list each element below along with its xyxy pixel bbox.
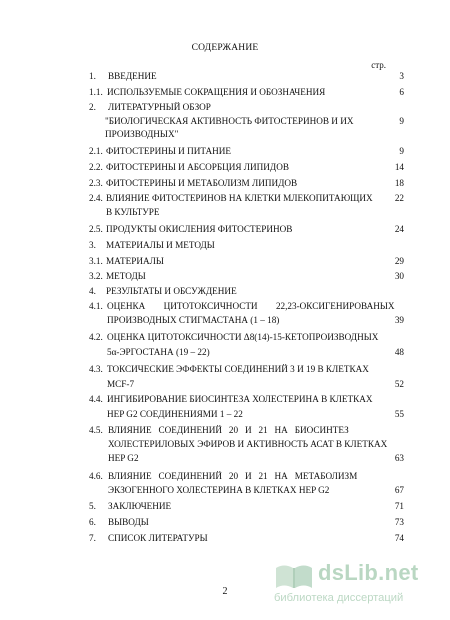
toc-entry-number: 4.6.	[89, 471, 103, 481]
toc-entry-text-continued: ПРОИЗВОДНЫХ"	[105, 129, 179, 139]
toc-entry-number: 2.3.	[89, 178, 103, 188]
toc-entry-page: 48	[394, 347, 404, 357]
toc-entry-text: ИНГИБИРОВАНИЕ БИОСИНТЕЗА ХОЛЕСТЕРИНА В КЛЕТКАХ	[107, 394, 373, 404]
toc-entry-text: ВЛИЯНИЕ ФИТОСТЕРИНОВ НА КЛЕТКИ МЛЕКОПИТАЮЩИХ	[106, 193, 373, 203]
toc-entry-text-continued: ПРОИЗВОДНЫХ СТИГМАСТАНА (1 – 18)	[107, 315, 280, 325]
toc-entry-text: ПРОДУКТЫ ОКИСЛЕНИЯ ФИТОСТЕРИНОВ	[106, 224, 293, 234]
toc-entry-text: СПИСОК ЛИТЕРАТУРЫ	[108, 533, 208, 543]
watermark-subtitle: библиотека диссертаций	[274, 592, 404, 604]
toc-entry-text: ФИТОСТЕРИНЫ И МЕТАБОЛИЗМ ЛИПИДОВ	[106, 178, 298, 188]
toc-entry-text: РЕЗУЛЬТАТЫ И ОБСУЖДЕНИЕ	[106, 286, 237, 296]
toc-entry-page: 22	[394, 193, 404, 203]
toc-entry-number: 2.	[89, 102, 96, 112]
toc-entry-number: 4.	[89, 286, 96, 296]
watermark	[272, 562, 442, 612]
toc-entry-text: "БИОЛОГИЧЕСКАЯ АКТИВНОСТЬ ФИТОСТЕРИНОВ И ИХ	[105, 116, 354, 126]
toc-entry-text: ОЦЕНКА ЦИТОТОКСИЧНОСТИ 22,23-ОКСИГЕНИРОВАНЫХ	[107, 301, 395, 311]
toc-entry-number: 4.4.	[89, 394, 103, 404]
toc-entry-text: ТОКСИЧЕСКИЕ ЭФФЕКТЫ СОЕДИНЕНИЙ 3 И 19 В КЛЕТКАХ	[107, 364, 369, 374]
toc-entry-number: 3.2.	[89, 271, 103, 281]
toc-entry-number: 6.	[89, 517, 96, 527]
toc-entry-number: 3.	[89, 240, 96, 250]
toc-entry-number: 3.1.	[89, 256, 103, 266]
page-number: 2	[222, 586, 228, 597]
toc-entry-page: 14	[394, 162, 404, 172]
toc-entry-text: ВЫВОДЫ	[108, 517, 149, 527]
toc-entry-number: 2.4.	[89, 193, 103, 203]
toc-entry-page: 73	[394, 517, 404, 527]
toc-entry-text-continued: ЭКЗОГЕННОГО ХОЛЕСТЕРИНА В КЛЕТКАХ HEP G2	[108, 485, 330, 495]
toc-entry-text-continued: HEP G2 СОЕДИНЕНИЯМИ 1 – 22	[107, 409, 243, 419]
toc-entry-page: 24	[394, 224, 404, 234]
toc-entry-number: 4.5.	[89, 425, 103, 435]
toc-entry-text: ЗАКЛЮЧЕНИЕ	[108, 501, 172, 511]
toc-entry-page: 3	[399, 71, 404, 81]
toc-entry-text-continued: ХОЛЕСТЕРИЛОВЫХ ЭФИРОВ И АКТИВНОСТЬ АСАТ В КЛЕТКАХ	[108, 439, 388, 449]
toc-entry-text-continued: 5α-ЭРГОСТАНА (19 – 22)	[107, 347, 210, 357]
toc-entry-number: 1.	[89, 71, 96, 81]
toc-entry-text: МАТЕРИАЛЫ	[106, 256, 164, 266]
toc-entry-page: 63	[394, 453, 404, 463]
toc-entry-text: ВВЕДЕНИЕ	[108, 71, 157, 81]
toc-entry-page: 71	[394, 501, 404, 511]
toc-entry-number: 1.1.	[89, 87, 103, 97]
toc-entry-text-continued: MCF-7	[107, 379, 135, 389]
toc-entry-number: 4.1.	[89, 301, 103, 311]
toc-entry-text: ФИТОСТЕРИНЫ И АБСОРБЦИЯ ЛИПИДОВ	[106, 162, 289, 172]
toc-entry-text: ВЛИЯНИЕ СОЕДИНЕНИЙ 20 И 21 НА БИОСИНТЕЗ	[108, 425, 349, 435]
toc-entry-page: 39	[394, 315, 404, 325]
toc-entry-page: 74	[394, 533, 404, 543]
toc-entry-page: 6	[399, 87, 404, 97]
toc-entry-number: 7.	[89, 533, 96, 543]
toc-entry-text: ОЦЕНКА ЦИТОТОКСИЧНОСТИ Δ8(14)-15-КЕТОПРОИЗВОДНЫХ	[107, 332, 379, 342]
toc-entry-number: 5.	[89, 501, 96, 511]
toc-entry-text: ИСПОЛЬЗУЕМЫЕ СОКРАЩЕНИЯ И ОБОЗНАЧЕНИЯ	[107, 87, 326, 97]
toc-entry-page: 9	[399, 146, 404, 156]
toc-entry-text: МЕТОДЫ	[106, 271, 146, 281]
toc-title: СОДЕРЖАНИЕ	[191, 43, 259, 53]
toc-entry-number: 4.2.	[89, 332, 103, 342]
toc-entry-text: ЛИТЕРАТУРНЫЙ ОБЗОР	[108, 102, 211, 112]
toc-entry-page: 67	[394, 485, 404, 495]
toc-entry-page: 29	[394, 256, 404, 266]
toc-entry-number: 2.1.	[89, 146, 103, 156]
toc-entry-number: 2.5.	[89, 224, 103, 234]
toc-entry-number: 2.2.	[89, 162, 103, 172]
toc-entry-page: 30	[394, 271, 404, 281]
toc-entry-text-continued: В КУЛЬТУРЕ	[106, 207, 160, 217]
toc-entry-text: ВЛИЯНИЕ СОЕДИНЕНИЙ 20 И 21 НА МЕТАБОЛИЗМ	[108, 471, 358, 481]
toc-entry-page: 52	[394, 379, 404, 389]
watermark-brand: dsLib.net	[318, 560, 419, 585]
book-logo-icon	[272, 560, 316, 594]
page-column-header: стр.	[371, 60, 386, 70]
toc-entry-text: ФИТОСТЕРИНЫ И ПИТАНИЕ	[106, 146, 232, 156]
toc-entry-text: МАТЕРИАЛЫ И МЕТОДЫ	[106, 240, 215, 250]
toc-entry-text-continued: HEP G2	[108, 453, 139, 463]
toc-entry-page: 9	[399, 116, 404, 126]
toc-entry-page: 55	[394, 409, 404, 419]
toc-entry-number: 4.3.	[89, 364, 103, 374]
toc-entry-page: 18	[394, 178, 404, 188]
